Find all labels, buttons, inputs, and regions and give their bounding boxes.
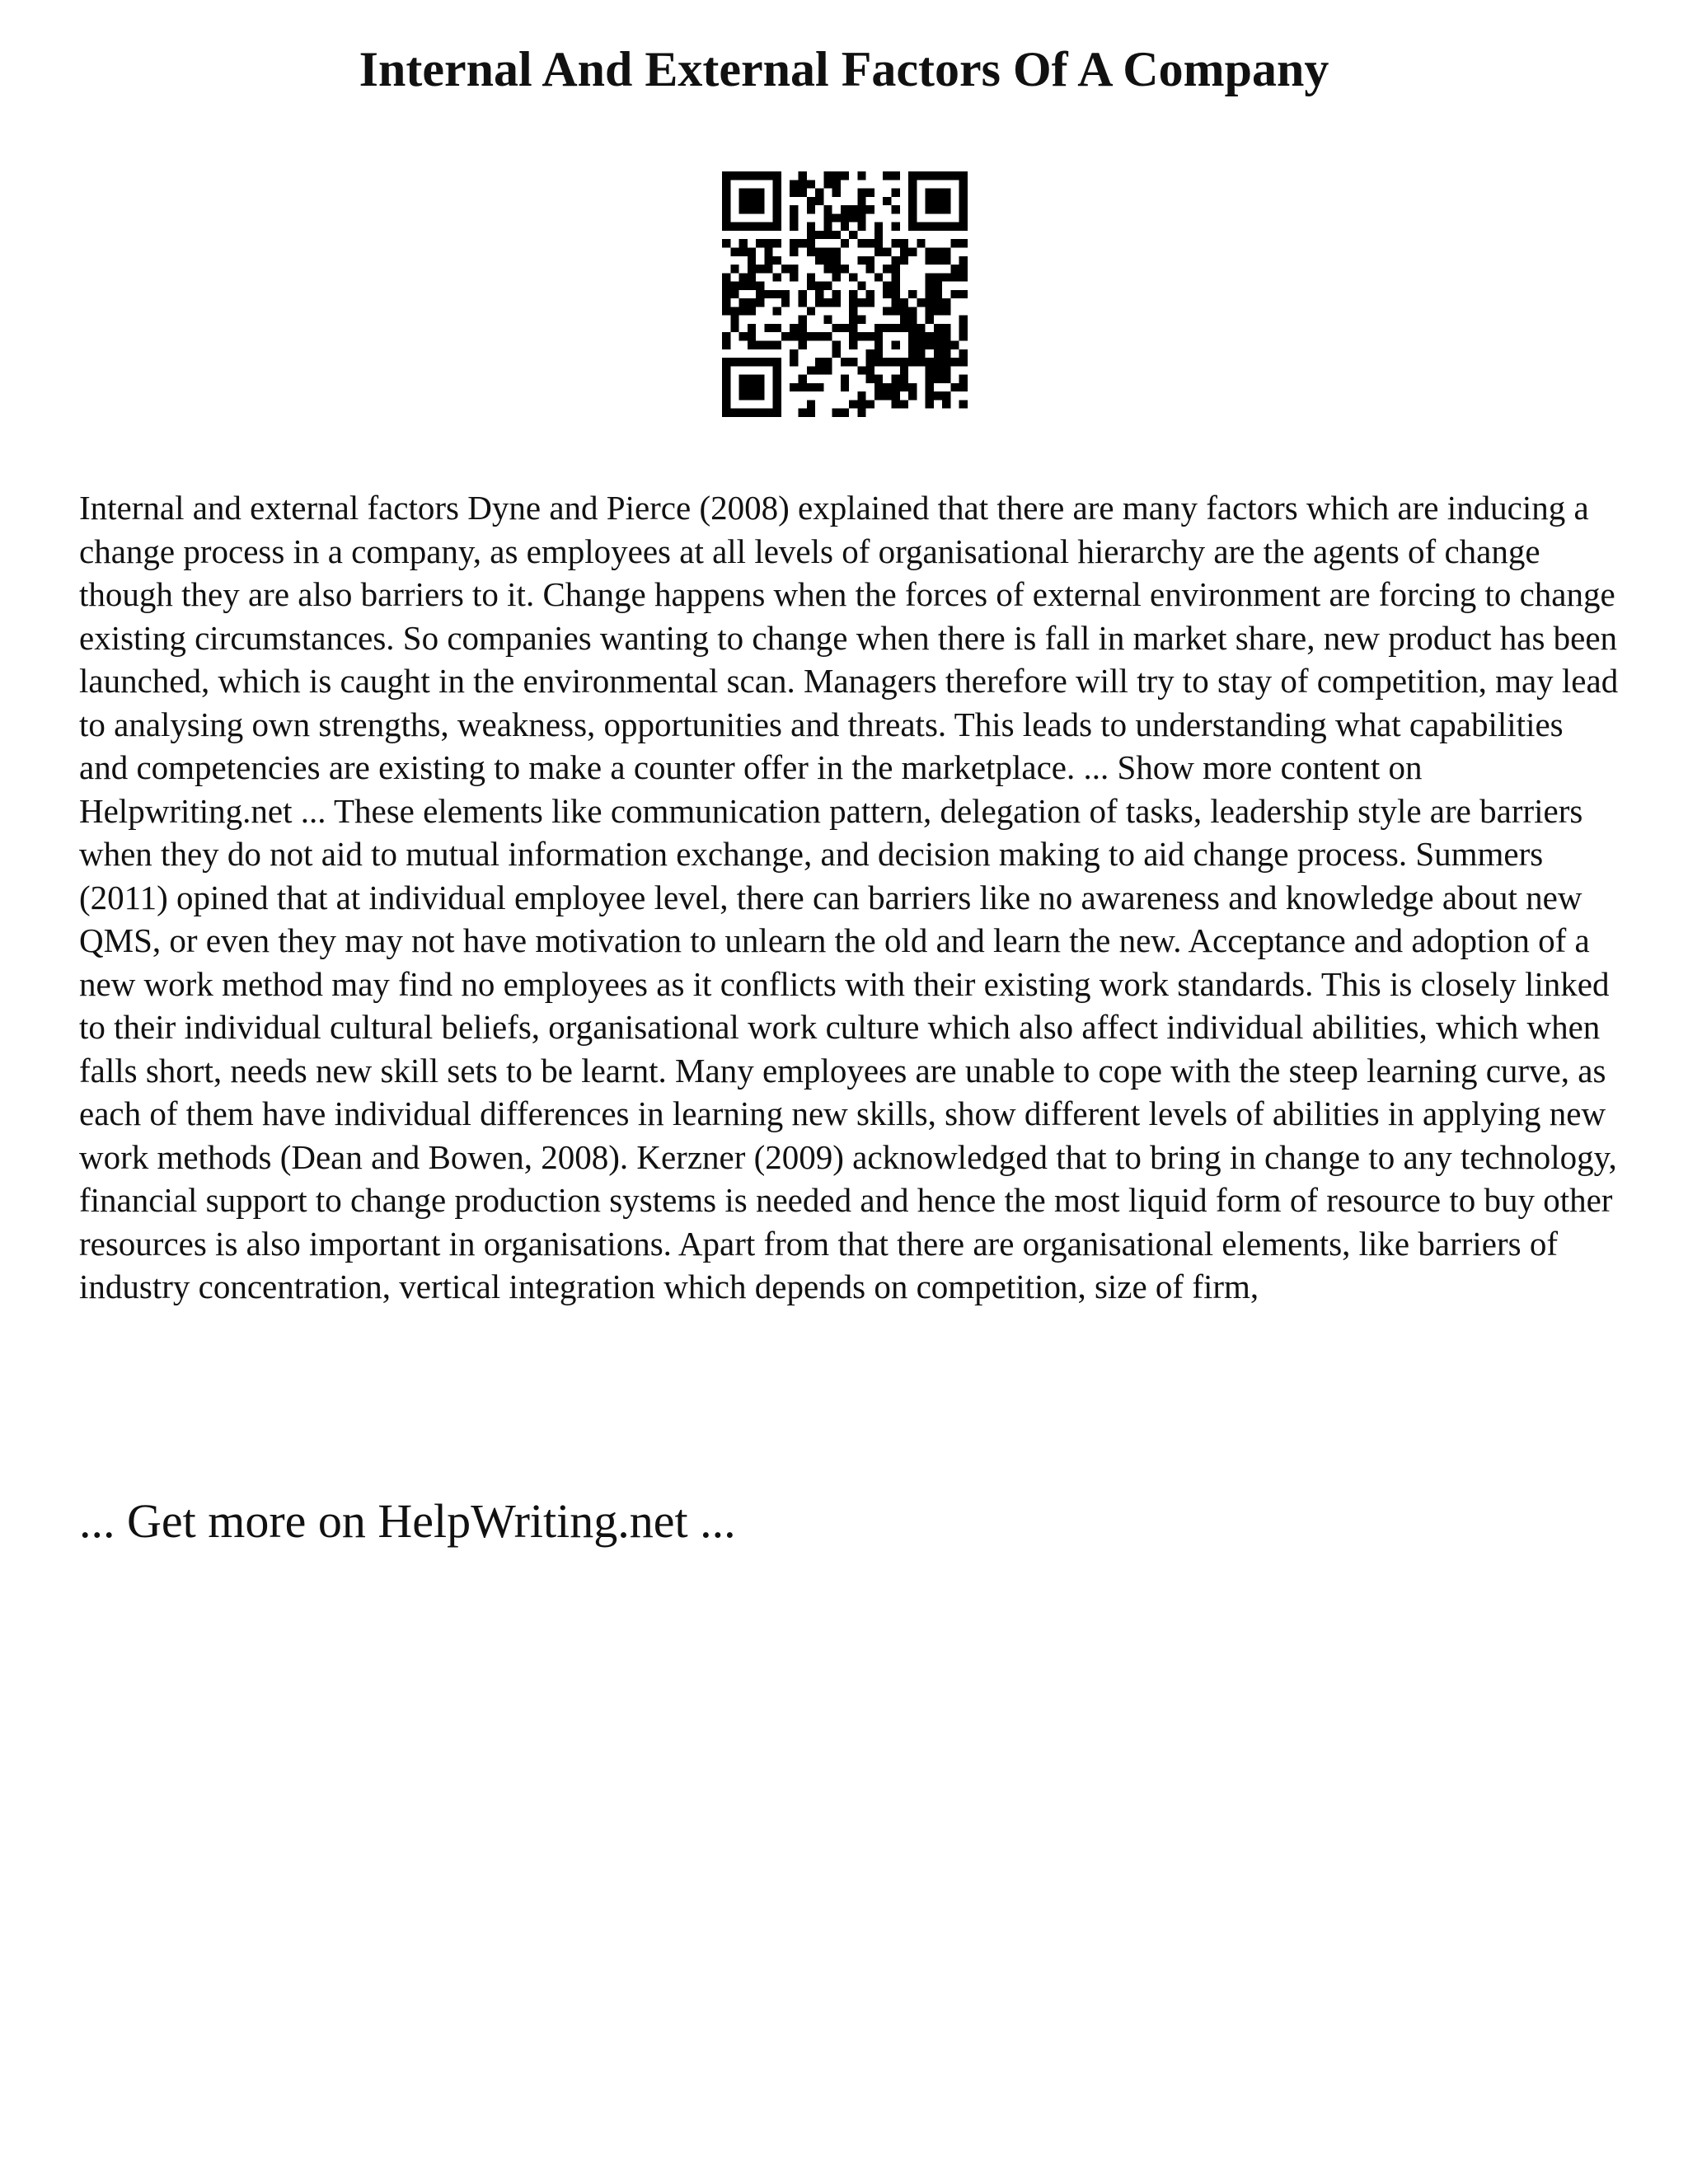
get-more-link[interactable]: ... Get more on HelpWriting.net ... (79, 1494, 736, 1548)
article-body: Internal and external factors Dyne and Pierce (2008) explained that there are many factors which are inducing a change process in a company, as employees at all levels of organisational hierarchy are the agents of change though they are also barriers to it. Change happens when the forces of external environment are forcing to change existing circumstances. So companies wanting to change when there is fall in market share, new product has been launched, which is caught in the environmental scan. Managers therefore will try to stay of competition, may lead to analysing own strengths, weakness, opportunities and threats. This leads to understanding what capabilities and competencies are existing to make a counter offer in the marketplace. ... Show more content on Helpwriting.net ... These elements like communication pattern, delegation of tasks, leadership style are barriers when they do not aid to mutual information exchange, and decision making to aid change process. Summers (2011) opined that at individual employee level, there can barriers like no awareness and knowledge about new QMS, or even they may not have motivation to unlearn the old and learn the new. Acceptance and adoption of a new work method may find no employees as it conflicts with their existing work standards. This is closely linked to their individual cultural beliefs, organisational work culture which also affect individual abilities, which when falls short, needs new skill sets to be learnt. Many employees are unable to cope with the steep learning curve, as each of them have individual differences in learning new skills, show different levels of abilities in applying new work methods (Dean and Bowen, 2008). Kerzner (2009) acknowledged that to bring in change to any technology, financial support to change production systems is needed and hence the most liquid form of resource to buy other resources is also important in organisations. Apart from that there are organisational elements, like barriers of industry concentration, vertical integration which depends on competition, size of firm, (79, 489, 1619, 1305)
qr-code-icon[interactable] (722, 171, 968, 417)
page-title: Internal And External Factors Of A Company (359, 42, 1329, 96)
